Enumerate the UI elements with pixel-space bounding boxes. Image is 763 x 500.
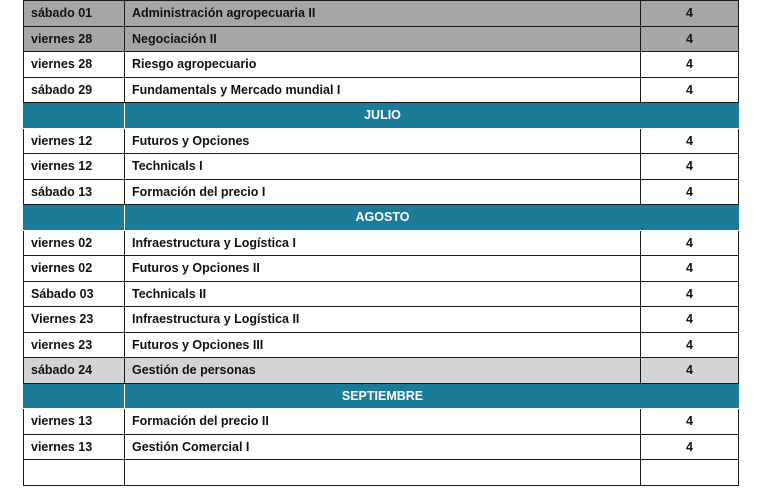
subject-cell: Negociación II [125,26,641,52]
schedule-body [24,1,739,486]
table-row [24,230,739,256]
hours-cell: 4 [641,281,739,307]
session-date-cell: viernes 02 [24,230,125,256]
hours-cell: 4 [641,179,739,205]
hours-cell: 4 [641,154,739,180]
hours-cell: 4 [641,409,739,435]
subject-cell: Infraestructura y Logística II [125,307,641,333]
session-date-cell: sábado 01 [24,1,125,27]
hours-cell: 4 [641,307,739,333]
table-row [24,26,739,52]
session-date-cell: viernes 23 [24,332,125,358]
month-header-spacer [24,205,125,231]
session-date-cell: viernes 28 [24,52,125,78]
session-date-cell: sábado 13 [24,179,125,205]
table-row [24,434,739,460]
hours-cell: 4 [641,128,739,154]
subject-cell [125,460,641,486]
month-header-spacer [641,205,739,231]
table-row [24,179,739,205]
hours-cell: 4 [641,434,739,460]
subject-cell: Administración agropecuaria II [125,1,641,27]
session-date-cell [24,460,125,486]
subject-cell: Gestión de personas [125,358,641,384]
session-date-cell: viernes 28 [24,26,125,52]
session-date-cell: Viernes 23 [24,307,125,333]
hours-cell: 4 [641,358,739,384]
subject-cell: Gestión Comercial I [125,434,641,460]
table-row [24,409,739,435]
table-row [24,332,739,358]
subject-cell: Fundamentals y Mercado mundial I [125,77,641,103]
month-label: SEPTIEMBRE [125,383,641,409]
table-row [24,77,739,103]
table-row [24,281,739,307]
table-row [24,307,739,333]
table-row [24,154,739,180]
subject-cell: Futuros y Opciones III [125,332,641,358]
hours-cell: 4 [641,1,739,27]
session-date-cell: viernes 13 [24,434,125,460]
course-schedule-table [23,0,739,486]
table-row [24,128,739,154]
hours-cell: 4 [641,77,739,103]
subject-cell: Technicals II [125,281,641,307]
hours-cell: 4 [641,256,739,282]
month-header-row [24,103,739,129]
session-date-cell: viernes 13 [24,409,125,435]
table-row [24,460,739,486]
session-date-cell: sábado 29 [24,77,125,103]
hours-cell: 4 [641,332,739,358]
subject-cell: Futuros y Opciones II [125,256,641,282]
hours-cell: 4 [641,230,739,256]
month-label: AGOSTO [125,205,641,231]
table-row [24,52,739,78]
subject-cell: Formación del precio I [125,179,641,205]
subject-cell: Infraestructura y Logística I [125,230,641,256]
month-label: JULIO [125,103,641,129]
month-header-row [24,383,739,409]
hours-cell: 4 [641,26,739,52]
month-header-spacer [24,383,125,409]
subject-cell: Futuros y Opciones [125,128,641,154]
subject-cell: Riesgo agropecuario [125,52,641,78]
subject-cell: Formación del precio II [125,409,641,435]
hours-cell: 4 [641,52,739,78]
session-date-cell: viernes 12 [24,154,125,180]
table-row [24,1,739,27]
session-date-cell: sábado 24 [24,358,125,384]
hours-cell [641,460,739,486]
table-row [24,358,739,384]
table-row [24,256,739,282]
month-header-spacer [24,103,125,129]
month-header-spacer [641,103,739,129]
session-date-cell: viernes 02 [24,256,125,282]
month-header-row [24,205,739,231]
month-header-spacer [641,383,739,409]
session-date-cell: Sábado 03 [24,281,125,307]
session-date-cell: viernes 12 [24,128,125,154]
subject-cell: Technicals I [125,154,641,180]
